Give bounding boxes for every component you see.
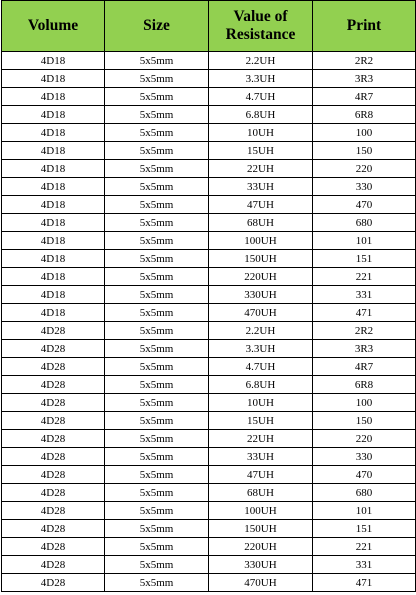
header-volume: Volume	[2, 1, 105, 52]
cell-size: 5x5mm	[105, 304, 209, 322]
cell-size: 5x5mm	[105, 538, 209, 556]
cell-volume: 4D28	[2, 448, 105, 466]
cell-print: 330	[313, 178, 416, 196]
cell-volume: 4D18	[2, 70, 105, 88]
cell-value: 2.2UH	[209, 322, 313, 340]
cell-volume: 4D28	[2, 340, 105, 358]
cell-print: 4R7	[313, 358, 416, 376]
cell-size: 5x5mm	[105, 484, 209, 502]
cell-value: 220UH	[209, 268, 313, 286]
table-row	[2, 430, 416, 448]
cell-volume: 4D28	[2, 556, 105, 574]
cell-volume: 4D18	[2, 160, 105, 178]
table-row	[2, 574, 416, 592]
cell-volume: 4D18	[2, 250, 105, 268]
cell-print: 151	[313, 520, 416, 538]
cell-value: 22UH	[209, 430, 313, 448]
cell-size: 5x5mm	[105, 52, 209, 70]
cell-volume: 4D18	[2, 304, 105, 322]
cell-size: 5x5mm	[105, 178, 209, 196]
table-row	[2, 214, 416, 232]
cell-print: 4R7	[313, 88, 416, 106]
table-row	[2, 394, 416, 412]
cell-value: 150UH	[209, 520, 313, 538]
cell-print: 330	[313, 448, 416, 466]
cell-volume: 4D28	[2, 322, 105, 340]
cell-print: 101	[313, 502, 416, 520]
table-row	[2, 448, 416, 466]
cell-volume: 4D28	[2, 484, 105, 502]
cell-print: 220	[313, 160, 416, 178]
table-row	[2, 88, 416, 106]
cell-value: 4.7UH	[209, 358, 313, 376]
cell-volume: 4D18	[2, 214, 105, 232]
cell-value: 330UH	[209, 286, 313, 304]
cell-volume: 4D28	[2, 466, 105, 484]
table-row	[2, 538, 416, 556]
cell-volume: 4D28	[2, 430, 105, 448]
cell-volume: 4D18	[2, 196, 105, 214]
cell-volume: 4D18	[2, 106, 105, 124]
header-print: Print	[313, 1, 416, 52]
table-header-row	[2, 1, 416, 52]
cell-size: 5x5mm	[105, 268, 209, 286]
cell-value: 100UH	[209, 502, 313, 520]
cell-print: 3R3	[313, 340, 416, 358]
cell-print: 6R8	[313, 376, 416, 394]
cell-print: 101	[313, 232, 416, 250]
cell-value: 15UH	[209, 412, 313, 430]
cell-size: 5x5mm	[105, 340, 209, 358]
table-row	[2, 142, 416, 160]
cell-print: 2R2	[313, 322, 416, 340]
table-row	[2, 322, 416, 340]
cell-print: 331	[313, 286, 416, 304]
cell-volume: 4D18	[2, 124, 105, 142]
cell-value: 22UH	[209, 160, 313, 178]
cell-value: 10UH	[209, 394, 313, 412]
table-row	[2, 286, 416, 304]
cell-size: 5x5mm	[105, 88, 209, 106]
cell-value: 68UH	[209, 214, 313, 232]
cell-size: 5x5mm	[105, 70, 209, 88]
cell-volume: 4D28	[2, 376, 105, 394]
table-row	[2, 340, 416, 358]
cell-print: 680	[313, 214, 416, 232]
cell-volume: 4D18	[2, 286, 105, 304]
cell-size: 5x5mm	[105, 322, 209, 340]
cell-value: 330UH	[209, 556, 313, 574]
cell-value: 68UH	[209, 484, 313, 502]
cell-print: 331	[313, 556, 416, 574]
cell-volume: 4D28	[2, 538, 105, 556]
cell-volume: 4D28	[2, 520, 105, 538]
table-row	[2, 376, 416, 394]
table-row	[2, 358, 416, 376]
cell-size: 5x5mm	[105, 394, 209, 412]
table-row	[2, 106, 416, 124]
cell-size: 5x5mm	[105, 502, 209, 520]
table-row	[2, 268, 416, 286]
cell-volume: 4D18	[2, 178, 105, 196]
cell-size: 5x5mm	[105, 520, 209, 538]
cell-print: 100	[313, 124, 416, 142]
cell-volume: 4D28	[2, 358, 105, 376]
cell-print: 470	[313, 196, 416, 214]
cell-print: 221	[313, 538, 416, 556]
cell-value: 6.8UH	[209, 106, 313, 124]
header-size: Size	[105, 1, 209, 52]
cell-volume: 4D28	[2, 412, 105, 430]
table-row	[2, 502, 416, 520]
table-row	[2, 160, 416, 178]
cell-size: 5x5mm	[105, 574, 209, 592]
cell-print: 3R3	[313, 70, 416, 88]
cell-print: 151	[313, 250, 416, 268]
inductor-spec-table	[1, 0, 416, 592]
table-row	[2, 520, 416, 538]
cell-value: 4.7UH	[209, 88, 313, 106]
cell-print: 471	[313, 574, 416, 592]
table-row	[2, 70, 416, 88]
cell-size: 5x5mm	[105, 142, 209, 160]
cell-value: 220UH	[209, 538, 313, 556]
cell-volume: 4D18	[2, 52, 105, 70]
cell-print: 680	[313, 484, 416, 502]
cell-size: 5x5mm	[105, 430, 209, 448]
table-row	[2, 412, 416, 430]
table-row	[2, 556, 416, 574]
table-row	[2, 196, 416, 214]
table-body	[2, 52, 416, 592]
cell-value: 3.3UH	[209, 340, 313, 358]
table-row	[2, 250, 416, 268]
table-row	[2, 232, 416, 250]
cell-value: 3.3UH	[209, 70, 313, 88]
cell-value: 47UH	[209, 466, 313, 484]
table-row	[2, 52, 416, 70]
cell-size: 5x5mm	[105, 196, 209, 214]
cell-size: 5x5mm	[105, 250, 209, 268]
cell-size: 5x5mm	[105, 286, 209, 304]
cell-size: 5x5mm	[105, 466, 209, 484]
cell-value: 6.8UH	[209, 376, 313, 394]
cell-value: 470UH	[209, 574, 313, 592]
cell-size: 5x5mm	[105, 160, 209, 178]
cell-volume: 4D18	[2, 268, 105, 286]
cell-print: 221	[313, 268, 416, 286]
cell-size: 5x5mm	[105, 358, 209, 376]
cell-value: 2.2UH	[209, 52, 313, 70]
cell-value: 47UH	[209, 196, 313, 214]
cell-volume: 4D18	[2, 232, 105, 250]
cell-size: 5x5mm	[105, 232, 209, 250]
table-row	[2, 484, 416, 502]
cell-value: 150UH	[209, 250, 313, 268]
table-row	[2, 304, 416, 322]
cell-value: 100UH	[209, 232, 313, 250]
cell-size: 5x5mm	[105, 106, 209, 124]
cell-print: 2R2	[313, 52, 416, 70]
cell-volume: 4D28	[2, 394, 105, 412]
cell-size: 5x5mm	[105, 214, 209, 232]
table-row	[2, 178, 416, 196]
cell-value: 15UH	[209, 142, 313, 160]
cell-value: 33UH	[209, 448, 313, 466]
cell-print: 471	[313, 304, 416, 322]
cell-size: 5x5mm	[105, 412, 209, 430]
cell-print: 150	[313, 412, 416, 430]
cell-size: 5x5mm	[105, 556, 209, 574]
cell-print: 220	[313, 430, 416, 448]
table-row	[2, 124, 416, 142]
cell-size: 5x5mm	[105, 124, 209, 142]
table-row	[2, 466, 416, 484]
cell-print: 150	[313, 142, 416, 160]
cell-print: 470	[313, 466, 416, 484]
cell-volume: 4D18	[2, 142, 105, 160]
cell-volume: 4D28	[2, 574, 105, 592]
cell-volume: 4D28	[2, 502, 105, 520]
cell-size: 5x5mm	[105, 448, 209, 466]
cell-print: 6R8	[313, 106, 416, 124]
cell-size: 5x5mm	[105, 376, 209, 394]
cell-print: 100	[313, 394, 416, 412]
cell-value: 10UH	[209, 124, 313, 142]
cell-volume: 4D18	[2, 88, 105, 106]
cell-value: 470UH	[209, 304, 313, 322]
cell-value: 33UH	[209, 178, 313, 196]
header-value-of-resistance: Value of Resistance	[209, 1, 313, 52]
